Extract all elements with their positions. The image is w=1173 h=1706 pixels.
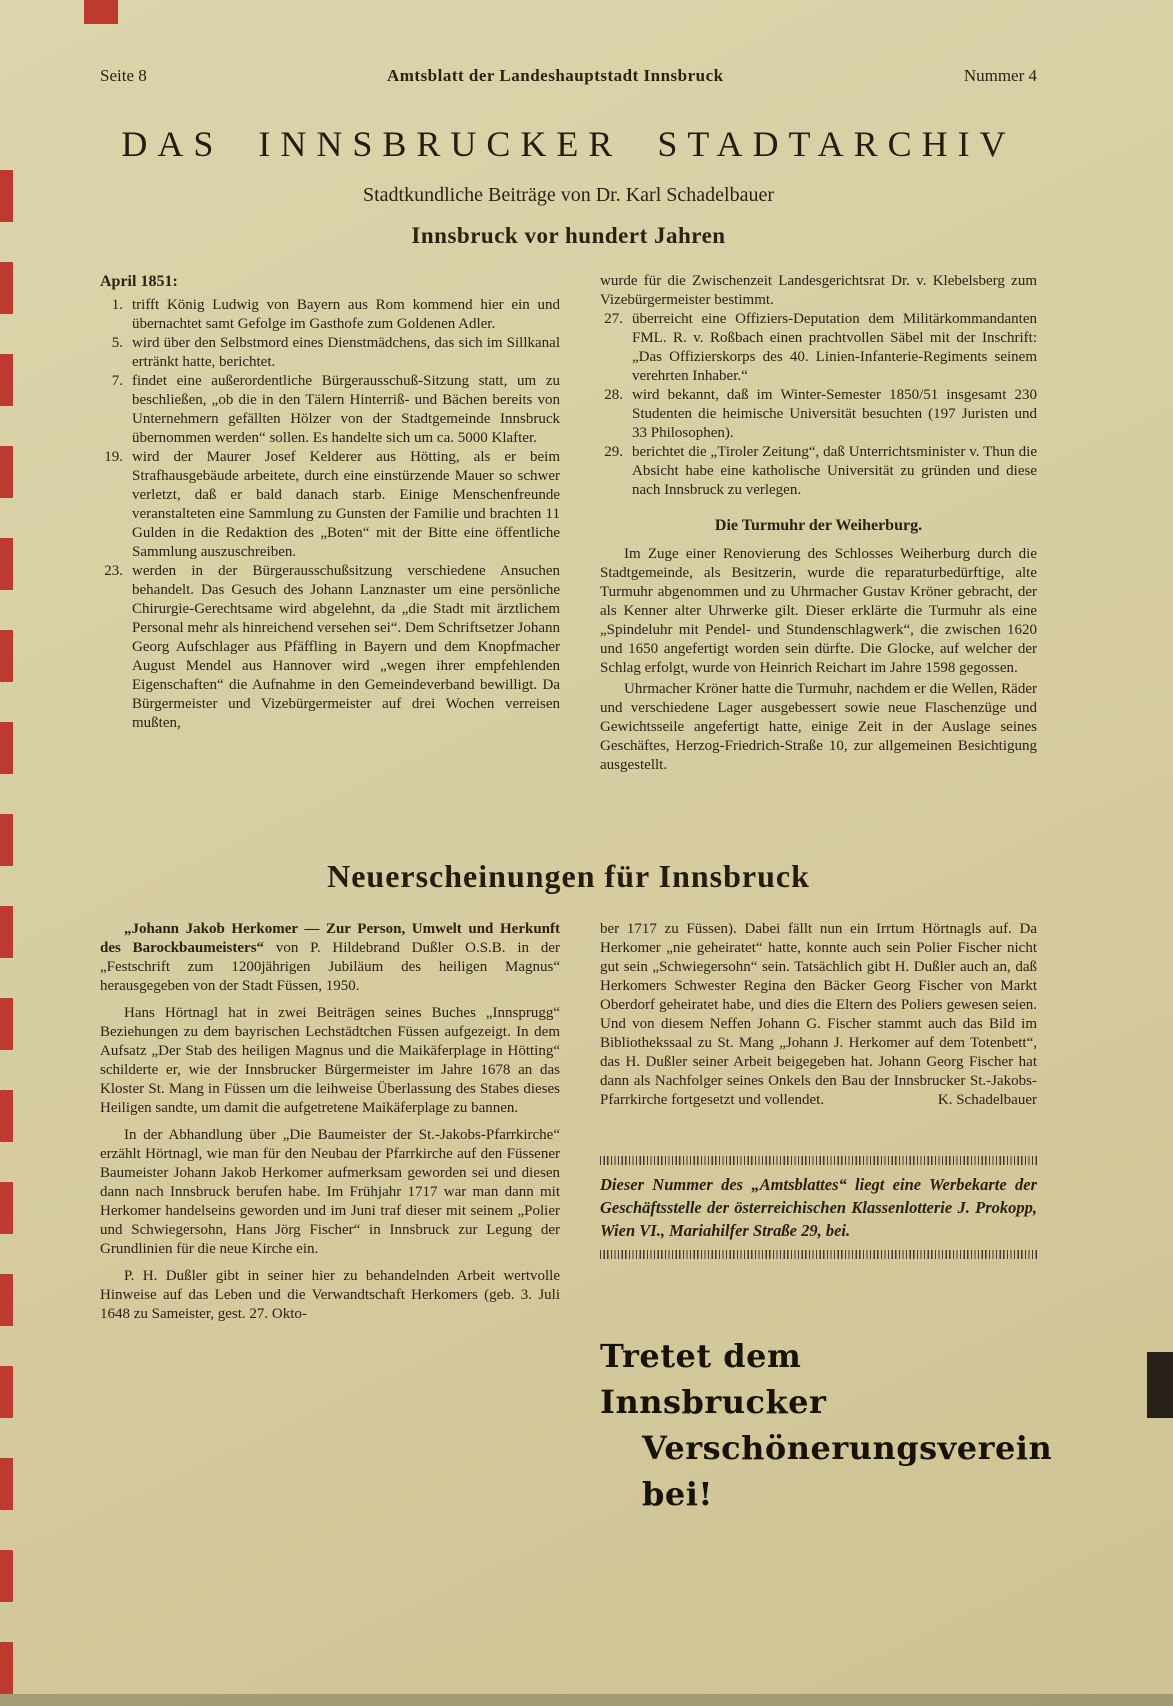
article-title: DAS INNSBRUCKER STADTARCHIV bbox=[121, 124, 1016, 164]
insert-notice-box bbox=[600, 1156, 1037, 1259]
entry-number: 27. bbox=[604, 311, 623, 327]
list-item bbox=[600, 443, 1037, 500]
entry-number: 23. bbox=[104, 563, 123, 579]
entry-text: findet eine außerordentliche Bürgerausschuß-Sitzung statt, um zu beschließen, „ob die in den Tälern Hinterriß- und Bächen bereits von Unternehmern gefällten Hölzer von der Stadtgemeinde Innsbruck übernommen werden“ sollen. Es handelte sich um ca. 5000 Klafter. bbox=[132, 373, 560, 446]
list-item bbox=[100, 296, 560, 334]
entry-number: 29. bbox=[604, 444, 623, 460]
entry-text: überreicht eine Offiziers-Deputation dem Militärkommandanten FML. R. v. Roßbach einen prachtvollen Säbel mit der Inschrift: „Das Offizierskorps des 40. Linien-Infanterie-Regiments seinem verehrten Inhaber.“ bbox=[632, 311, 1037, 384]
masthead bbox=[100, 120, 1037, 249]
entry-text: werden in der Bürgerausschußsitzung verschiedene Ansuchen behandelt. Das Gesuch des Johann Lanznaster um eine persönliche Chirurgie-Gerechtsame wird abgelehnt, da „die Stadt mit ärztlichem Personal mehr als hinreichend versehen sei“. Dem Schriftsetzer Johann Georg Aufschlager aus Pfäffling in Bayern und dem Knopfmacher August Mendel aus Hannover wird „wegen ihrer empfehlenden Eigenschaften“ die Aufnahme in den Gemeindeverband bewilligt. Da Bürgermeister und Vizebürgermeister auf drei Wochen verreisen mußten, bbox=[132, 563, 560, 731]
date-heading: April 1851: bbox=[100, 273, 178, 290]
list-item bbox=[100, 372, 560, 448]
red-margin-mark bbox=[0, 262, 13, 314]
entry-number: 7. bbox=[111, 373, 123, 389]
author-signature: K. Schadelbauer bbox=[937, 1092, 1037, 1108]
entry-text: wird bekannt, daß im Winter-Semester 1850/51 insgesamt 230 Studenten die heimische Universität besuchten (197 Juristen und 33 Philosophen). bbox=[632, 387, 1037, 441]
red-margin-mark bbox=[0, 1182, 13, 1234]
book-title-emphasis: „Johann Jakob Herkomer — Zur Person, Umwelt und Herkunft des Barockbaumeisters“ bbox=[100, 921, 560, 956]
entry-text: wird der Maurer Josef Kelderer aus Hötting, als er beim Strafhausgebäude arbeitete, durch eine einstürzende Mauer so schwer verletzt, daß er bald danach starb. Einige Menschenfreunde veranstalteten eine Sammlung zu Gunsten der Familie und brachten 11 Gulden in die Redaktion des „Boten“ mit der Bitte eine öffentliche Sammlung auszuschreiben. bbox=[132, 449, 560, 560]
entry-text: wird über den Selbstmord eines Dienstmädchens, das sich im Sillkanal ertränkt hatte, berichtet. bbox=[132, 335, 560, 370]
red-margin-mark bbox=[0, 906, 13, 958]
chronicle-section bbox=[100, 272, 1037, 775]
list-item bbox=[100, 448, 560, 562]
column-left bbox=[100, 920, 560, 1517]
red-margin-mark bbox=[0, 630, 13, 682]
entry-number: 1. bbox=[111, 297, 123, 313]
red-margin-mark bbox=[0, 1642, 13, 1694]
entry-number: 28. bbox=[604, 387, 623, 403]
issue-number-label: Nummer 4 bbox=[963, 66, 1037, 85]
list-item bbox=[600, 310, 1037, 386]
red-margin-mark bbox=[0, 354, 13, 406]
red-margin-mark bbox=[0, 170, 13, 222]
article-subtitle: Stadtkundliche Beiträge von Dr. Karl Schadelbauer bbox=[363, 184, 774, 206]
red-corner-stamp bbox=[84, 0, 118, 24]
subsection-heading: Die Turmuhr der Weiherburg. bbox=[714, 517, 923, 534]
page-number-label: Seite 8 bbox=[100, 66, 147, 85]
list-item bbox=[600, 386, 1037, 443]
slogan-line-2: Verschönerungsverein bei! bbox=[642, 1429, 1053, 1513]
continuation-paragraph: wurde für die Zwischenzeit Landesgerichtsrat Dr. v. Klebelsberg zum Vizebürgermeister bestimmt. bbox=[600, 273, 1037, 308]
page-bottom-shadow bbox=[0, 1694, 1173, 1706]
entry-number: 19. bbox=[104, 449, 123, 465]
paragraph: Hans Hörtnagl hat in zwei Beiträgen seines Buches „Innsprugg“ Beziehungen zu dem bayrischen Lechstädtchen Füssen aufgezeigt. In dem Aufsatz „Der Stab des heiligen Magnus und die Maikäferplage in Hötting“ schilderte er, wie der Innsbrucker Bürgermeister im Jahre 1678 an das Kloster St. Mang in Füssen um die leihweise Überlassung des Stabes dieses Heiligen sandte, um damit die aufgetretene Maikäferplage zu bannen. bbox=[100, 1005, 560, 1116]
running-head bbox=[100, 66, 1037, 86]
column-right bbox=[600, 920, 1053, 1517]
paragraph: Uhrmacher Kröner hatte die Turmuhr, nachdem er die Wellen, Räder und verschiedene Lager ausgebessert sowie neue Flaschenzüge und Gewichtsseile angefertigt hatte, einige Zeit in der Auslage seines Geschäftes, Herzog-Friedrich-Straße 10, zur allgemeinen Besichtigung ausgestellt. bbox=[600, 681, 1037, 773]
reviews-section bbox=[100, 920, 1053, 1517]
paragraph: P. H. Dußler gibt in seiner hier zu behandelnden Arbeit wertvolle Hinweise auf das Leben und die Verwandtschaft Herkomers (geb. 3. Juli 1648 zu Sameister, gest. 27. Okto- bbox=[100, 1268, 560, 1322]
list-item bbox=[100, 562, 560, 733]
paragraph-text: ber 1717 zu Füssen). Dabei fällt nun ein Irrtum Hörtnagls auf. Da Herkomer „nie geheiratet“ hatte, konnte auch sein Polier Fischer nicht gut sein „Schwiegersohn“ sein. Tatsächlich gibt H. Dußler auch an, daß Herkomers Schwester Regina den Bäcker Georg Fischer von Markt Oberdorf geheiratet habe, und dies die Eltern des Poliers gewesen seien. Und von diesem Neffen Johann G. Fischer stammt auch das Bild im Bibliothekssaal zu St. Mang „Johann J. Herkomer auf dem Totenbett“, das H. Dußler seiner Arbeit beigegeben hat. Johann Georg Fischer hat dann als Nachfolger seines Onkels den Bau der Innsbrucker St.-Jakobs-Pfarrkirche fortgesetzt und vollendet. bbox=[600, 921, 1037, 1108]
red-margin-mark bbox=[0, 1550, 13, 1602]
association-slogan bbox=[600, 1333, 1053, 1517]
red-margin-mark bbox=[0, 1090, 13, 1142]
red-margin-mark bbox=[0, 1366, 13, 1418]
column-right bbox=[600, 272, 1037, 775]
slogan-line-1: Tretet dem Innsbrucker bbox=[600, 1337, 827, 1421]
paragraph: In der Abhandlung über „Die Baumeister der St.-Jakobs-Pfarrkirche“ erzählt Hörtnagl, wie man für den Neubau der Pfarrkirche auf den Füssener Baumeister Johann Jakob Herkomer aufmerksam geworden sei und diesen dann nach Innsbruck berufen habe. Im Frühjahr 1717 war man dann mit Herkomer handelseins geworden und im Juni traf dieser mit seinem „Polier und Schwiegersohn, Hans Jörg Fischer“ in Innsbruck zur Legung der Grundlinien für die neue Kirche ein. bbox=[100, 1127, 560, 1257]
paragraph bbox=[100, 920, 560, 996]
entry-number: 5. bbox=[111, 335, 123, 351]
section-heading: Innsbruck vor hundert Jahren bbox=[411, 223, 726, 248]
column-left bbox=[100, 272, 560, 775]
scan-artifact-block bbox=[1147, 1352, 1173, 1418]
red-margin-mark bbox=[0, 1458, 13, 1510]
decorative-rule-top bbox=[600, 1156, 1037, 1165]
journal-title: Amtsblatt der Landeshauptstadt Innsbruck bbox=[386, 66, 724, 85]
decorative-rule-bottom bbox=[600, 1250, 1037, 1259]
red-margin-mark bbox=[0, 538, 13, 590]
red-margin-mark bbox=[0, 722, 13, 774]
section2-heading: Neuerscheinungen für Innsbruck bbox=[327, 858, 810, 894]
list-item bbox=[100, 334, 560, 372]
red-margin-mark bbox=[0, 1274, 13, 1326]
paragraph: Im Zuge einer Renovierung des Schlosses Weiherburg durch die Stadtgemeinde, als Besitzerin, wurde die reparaturbedürftige, alte Turmuhr abgenommen und zu Uhrmacher Gustav Kröner gebracht, der als Kenner alter Uhrwerke gilt. Dieser erklärte die Turmuhr als eine „Spindeluhr mit Pendel- und Stundenschlagwerk“, die zwischen 1620 und 1650 angefertigt worden sein dürfte. Die Glocke, auf welcher der Schlag erfolgt, wurde von Heinrich Reichart im Jahre 1598 gegossen. bbox=[600, 546, 1037, 676]
entry-text: trifft König Ludwig von Bayern aus Rom kommend hier ein und übernachtet samt Gefolge im Gasthofe zum Goldenen Adler. bbox=[132, 297, 560, 332]
red-margin-mark bbox=[0, 446, 13, 498]
red-margin-mark bbox=[0, 998, 13, 1050]
paragraph-text: von P. Hildebrand Dußler O.S.B. in der „Festschrift zum 1200jährigen Jubiläum des heiligen Magnus“ herausgegeben von der Stadt Füssen, 1950. bbox=[100, 940, 560, 994]
entry-text: berichtet die „Tiroler Zeitung“, daß Unterrichtsminister v. Thun die Absicht habe eine katholische Universität zu gründen und diese nach Innsbruck zu verlegen. bbox=[632, 444, 1037, 498]
red-margin-mark bbox=[0, 814, 13, 866]
notice-text: Dieser Nummer des „Amtsblattes“ liegt eine Werbekarte der Geschäftsstelle der österreichischen Klassenlotterie J. Prokopp, Wien VI., Mariahilfer Straße 29, bei. bbox=[600, 1175, 1037, 1240]
paragraph bbox=[600, 920, 1037, 1110]
